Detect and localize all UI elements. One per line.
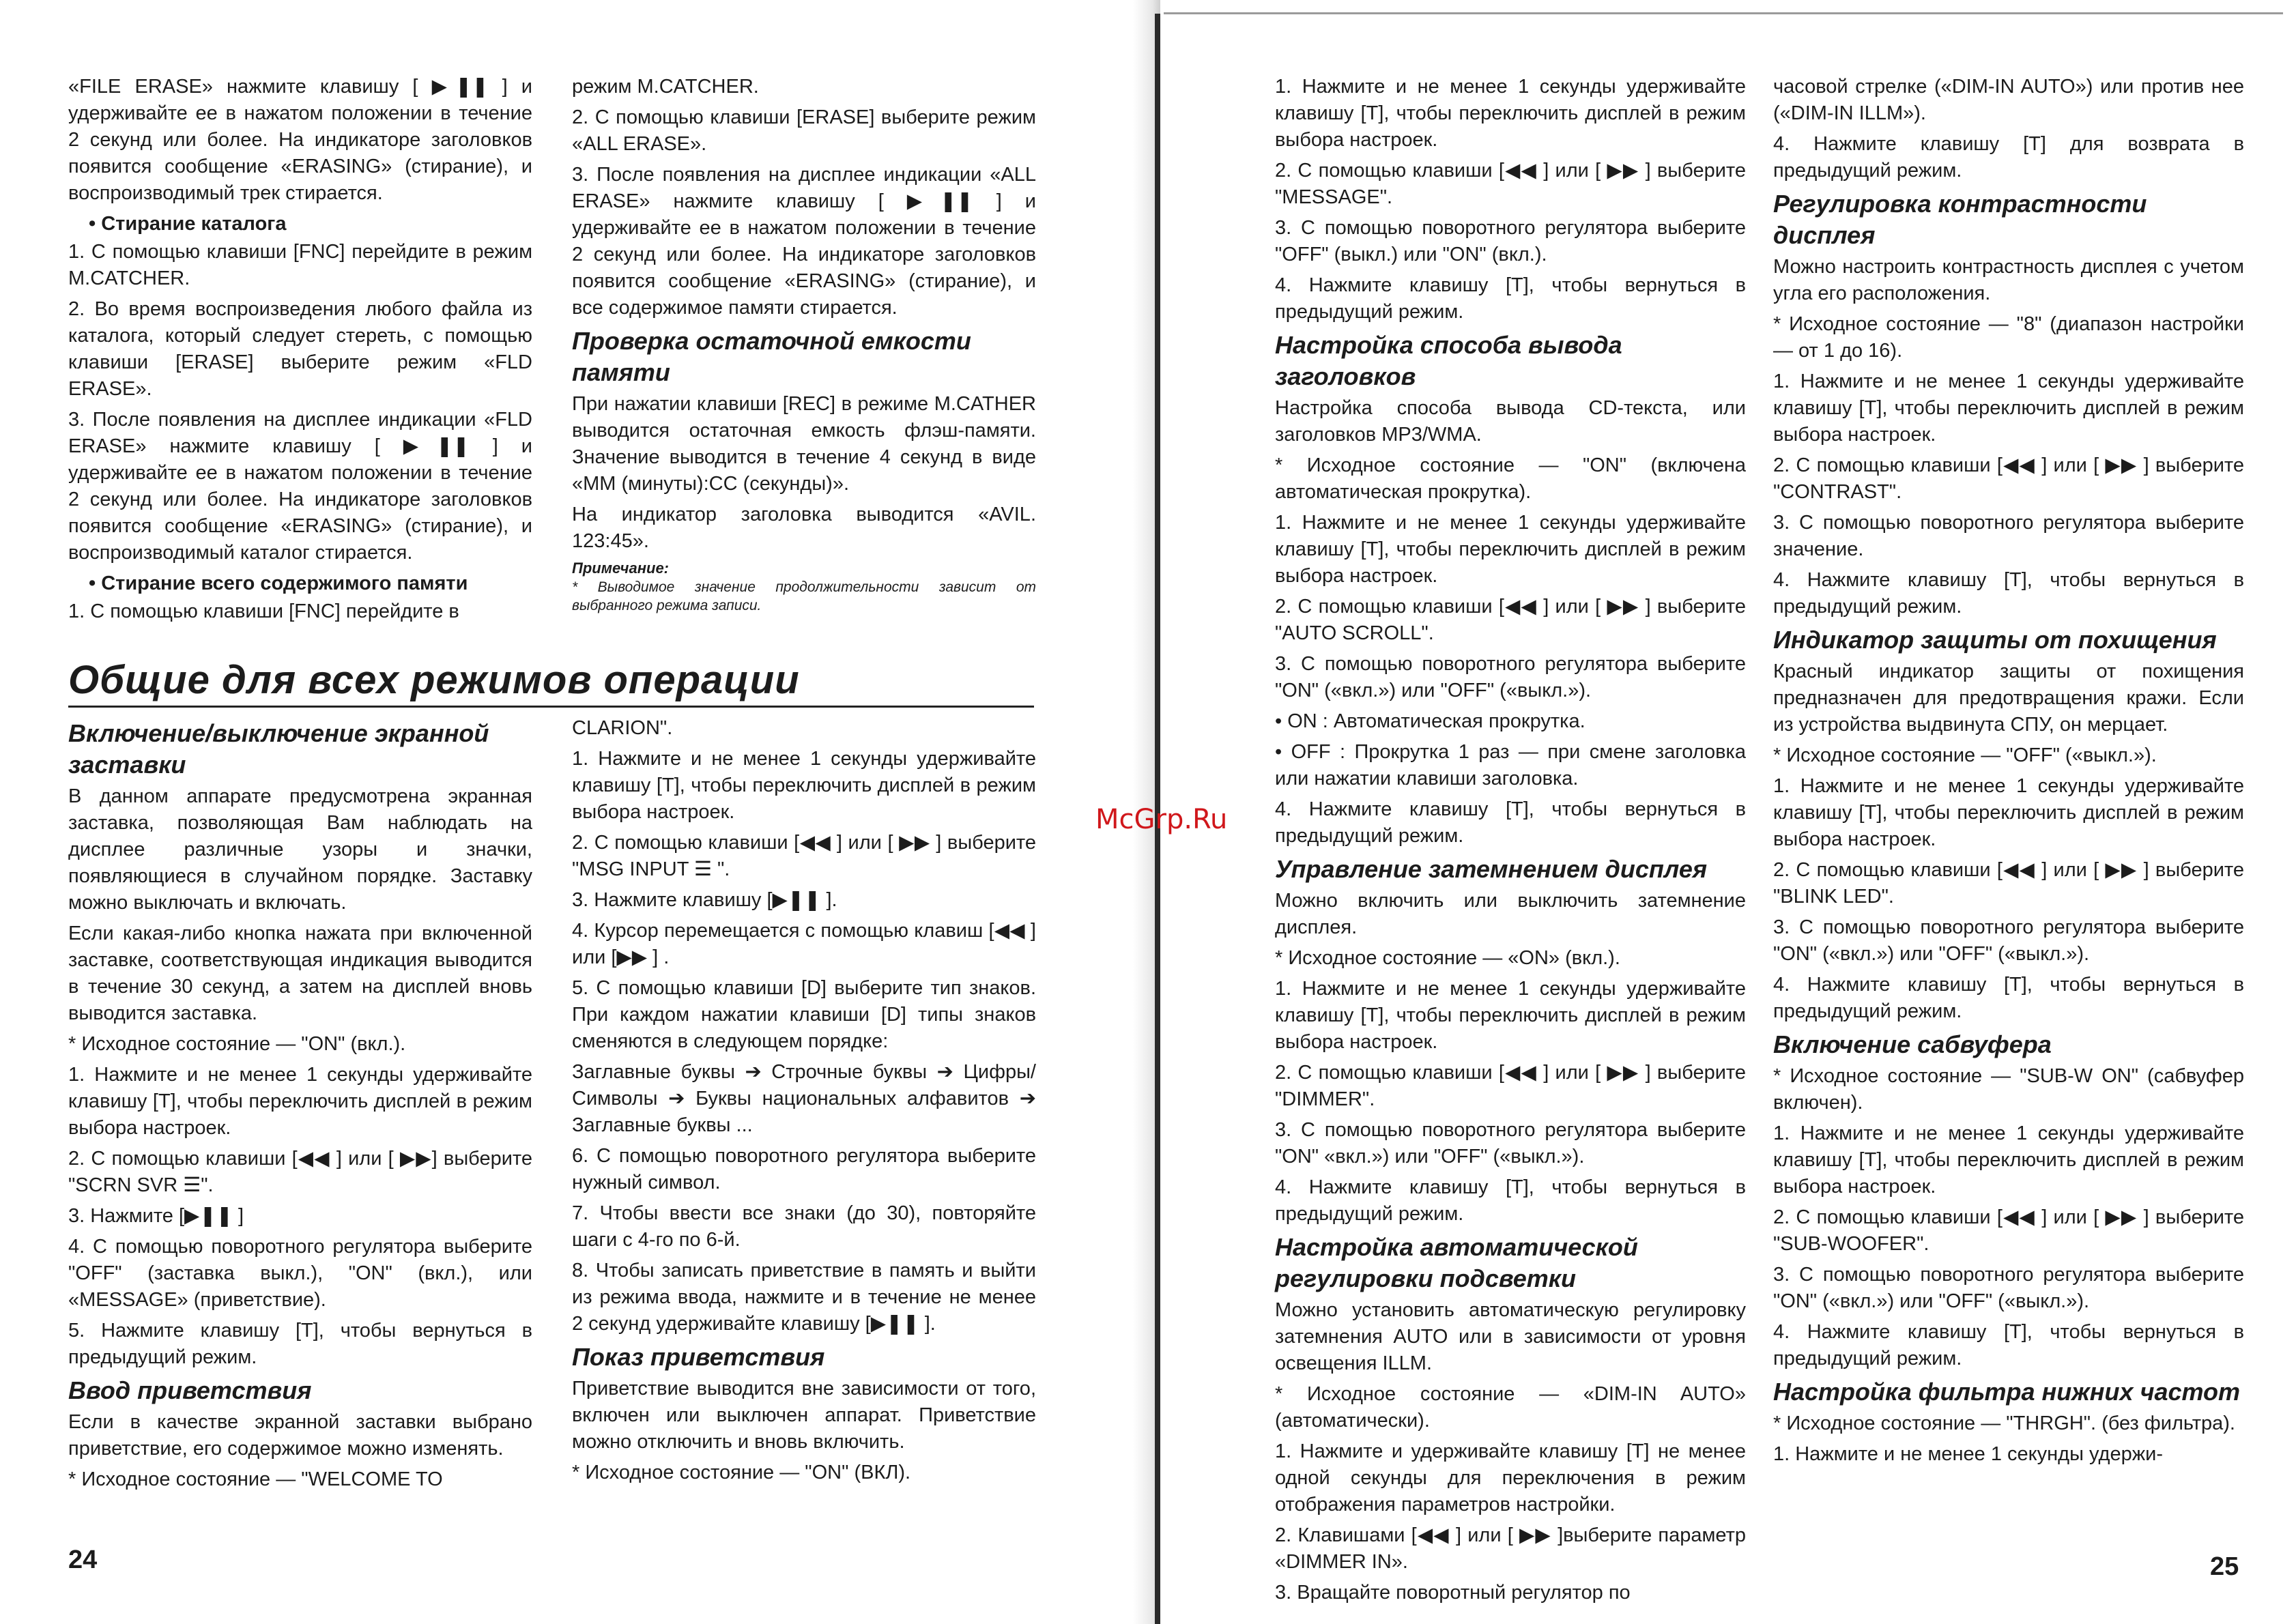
paragraph: * Исходное состояние — "SUB-W ON" (сабвуфер включен). — [1773, 1065, 2244, 1114]
section-heading: Настройка автоматической регулировки подсветки — [1275, 1233, 1638, 1292]
section-heading: Включение/выключение экранной заставки — [68, 719, 489, 779]
section-heading: Настройка способа вывода заголовков — [1275, 331, 1622, 390]
page-left — [0, 0, 1133, 1624]
bullet-heading: • Стирание всего содержимого памяти — [89, 572, 468, 594]
paragraph: 5. С помощью клавиши [D] выберите тип знаков. При каждом нажатии клавиши [D] типы знаков сменяются в следующем порядке: — [572, 977, 1036, 1052]
paragraph: * Исходное состояние — «DIM-IN AUTO» (автоматически). — [1275, 1383, 1746, 1432]
paragraph: 4. Нажмите клавишу [T], чтобы вернуться в предыдущий режим. — [1773, 1321, 2244, 1369]
paragraph: 4. Нажмите клавишу [T], чтобы вернуться в предыдущий режим. — [1275, 1176, 1746, 1225]
paragraph: 3. После появления на дисплее индикации «FLD ERASE» нажмите клавишу [ ▶❚❚ ] и удерживайте ее в нажатом положении в течение 2 секунд или более. На индикаторе заголовков появится сообщение «ERASING» (стирание), и воспроизводимый каталог стирается. — [68, 409, 532, 564]
paragraph: * Исходное состояние — "THRGH". (без фильтра). — [1773, 1412, 2235, 1434]
paragraph: 1. Нажмите и не менее 1 секунды удерживайте клавишу [T], чтобы переключить дисплей в режим выбора настроек. — [1773, 775, 2244, 850]
paragraph: 2. С помощью клавиши [◀◀ ] или [ ▶▶ ] выберите "SUB-WOOFER". — [1773, 1206, 2244, 1255]
paragraph: «FILE ERASE» нажмите клавишу [ ▶❚❚ ] и удерживайте ее в нажатом положении в течение 2 секунд или более. На индикаторе заголовков появится сообщение «ERASING» (стирание), и воспроизводимый трек стирается. — [68, 76, 532, 204]
paragraph: * Исходное состояние — «ON» (вкл.). — [1275, 947, 1620, 969]
page-right — [1160, 0, 2296, 1624]
paragraph: 4. Нажмите клавишу [T], чтобы вернуться в предыдущий режим. — [1275, 274, 1746, 323]
paragraph: 1. Нажмите и не менее 1 секунды удерживайте клавишу [T], чтобы переключить дисплей в режим выбора настроек. — [1275, 76, 1746, 151]
paragraph: 1. С помощью клавиши [FNC] перейдите в режим M.CATCHER. — [68, 241, 532, 289]
paragraph: 3. С помощью поворотного регулятора выберите "ON" («вкл.») или "OFF" («выкл.»). — [1773, 916, 2244, 965]
paragraph: * Исходное состояние — "ON" (включена автоматическая прокрутка). — [1275, 454, 1746, 503]
section-heading: Показ приветствия — [572, 1343, 825, 1371]
left-col1-top — [68, 74, 532, 629]
paragraph: При нажатии клавиши [REC] в режиме M.CATHER выводится остаточная емкость флэш-памяти. Значение выводится в течение 4 секунд в виде «MM (минуты):CC (секунды)». — [572, 393, 1036, 495]
paragraph: 4. Курсор перемещается с помощью клавиш [◀◀ ] или [▶▶ ] . — [572, 920, 1036, 968]
paragraph: * Исходное состояние — "8" (диапазон настройки — от 1 до 16). — [1773, 313, 2244, 362]
paragraph: 3. Нажмите [▶❚❚ ] — [68, 1205, 244, 1227]
paragraph: 2. С помощью клавиши [◀◀ ] или [ ▶▶ ] выберите "MSG INPUT ☰ ". — [572, 832, 1036, 880]
paragraph: 1. Нажмите и не менее 1 секунды удерживайте клавишу [T], чтобы переключить дисплей в режим выбора настроек. — [1275, 512, 1746, 587]
paragraph: 1. С помощью клавиши [FNC] перейдите в — [68, 600, 459, 622]
section-heading: Индикатор защиты от похищения — [1773, 626, 2217, 654]
left-col1-bottom — [68, 715, 532, 1497]
paragraph: На индикатор заголовка выводится «AVIL. 123:45». — [572, 504, 1036, 552]
section-heading: Включение сабвуфера — [1773, 1030, 2052, 1058]
paragraph: CLARION". — [572, 717, 673, 739]
paragraph: режим M.CATCHER. — [572, 76, 759, 98]
paragraph: 4. С помощью поворотного регулятора выберите "OFF" (заставка выкл.), "ON" (вкл.), или «MESSAGE» (приветствие). — [68, 1236, 532, 1311]
paragraph: Если какая-либо кнопка нажата при включенной заставке, соответствующая индикация выводится в течение 30 секунд, а затем на дисплей вновь выводится заставка. — [68, 923, 532, 1024]
paragraph: 1. Нажмите и удерживайте клавишу [T] не менее одной секунды для переключения в режим отображения параметров настройки. — [1275, 1440, 1746, 1516]
paragraph: • ON : Автоматическая прокрутка. — [1275, 710, 1585, 732]
paragraph: 1. Нажмите и не менее 1 секунды удерживайте клавишу [T], чтобы переключить дисплей в режим выбора настроек. — [1773, 371, 2244, 446]
paragraph: 8. Чтобы записать приветствие в память и выйти из режима ввода, нажмите и в течение не менее 2 секунд удерживайте клавишу [▶❚❚ ]. — [572, 1260, 1036, 1335]
paragraph: * Исходное состояние — "WELCOME TO — [68, 1468, 443, 1490]
section-heading: Ввод приветствия — [68, 1376, 312, 1404]
paragraph: * Исходное состояние — "ON" (ВКЛ). — [572, 1462, 911, 1483]
right-col1 — [1275, 74, 1746, 1610]
section-heading: Управление затемнением дисплея — [1275, 855, 1708, 883]
paragraph: 3. Вращайте поворотный регулятор по — [1275, 1582, 1631, 1604]
paragraph: 2. С помощью клавиши [◀◀ ] или [ ▶▶ ] выберите "DIMMER". — [1275, 1062, 1746, 1110]
right-col2 — [1773, 74, 2244, 1472]
note-label: Примечание: — [572, 560, 670, 577]
paragraph: 2. С помощью клавиши [◀◀ ] или [ ▶▶ ] выберите "MESSAGE". — [1275, 160, 1746, 208]
section-heading: Настройка фильтра нижних частот — [1773, 1378, 2241, 1406]
paragraph: 3. С помощью поворотного регулятора выберите значение. — [1773, 512, 2244, 560]
paragraph: 2. С помощью клавиши [◀◀ ] или [ ▶▶ ] выберите "CONTRAST". — [1773, 454, 2244, 503]
left-col2-top — [572, 74, 1036, 615]
paragraph: 2. Клавишами [◀◀ ] или [ ▶▶ ]выберите параметр «DIMMER IN». — [1275, 1524, 1746, 1573]
paragraph: 1. Нажмите и не менее 1 секунды удерживайте клавишу [T], чтобы переключить дисплей в режим выбора настроек. — [1773, 1122, 2244, 1198]
paragraph: • OFF : Прокрутка 1 раз — при смене заголовка или нажатии клавиши заголовка. — [1275, 741, 1746, 789]
paragraph: 1. Нажмите и не менее 1 секунды удерживайте клавишу [T], чтобы переключить дисплей в режим выбора настроек. — [1275, 978, 1746, 1053]
paragraph: часовой стрелке («DIM-IN AUTO») или против нее («DIM-IN ILLM»). — [1773, 76, 2244, 124]
section-heading: Регулировка контрастности дисплея — [1773, 190, 2147, 249]
paragraph: Настройка способа вывода CD-текста, или заголовков MP3/WMA. — [1275, 397, 1746, 446]
paragraph: * Исходное состояние — "OFF" («выкл.»). — [1773, 744, 2157, 766]
paragraph: Можно настроить контрастность дисплея с учетом угла его расположения. — [1773, 256, 2244, 304]
paragraph: 2. С помощью клавиши [ERASE] выберите режим «ALL ERASE». — [572, 106, 1036, 155]
paragraph: * Исходное состояние — "ON" (вкл.). — [68, 1033, 406, 1055]
paragraph: Можно установить автоматическую регулировку затемнения AUTO или в зависимости от уровня освещения ILLM. — [1275, 1299, 1746, 1374]
paragraph: 5. Нажмите клавишу [T], чтобы вернуться в предыдущий режим. — [68, 1320, 532, 1368]
section-heading: Проверка остаточной емкости памяти — [572, 327, 971, 386]
paragraph: 3. С помощью поворотного регулятора выберите "ON" («вкл.») или "OFF" («выкл.»). — [1275, 653, 1746, 701]
page-number-left: 24 — [68, 1546, 98, 1574]
paragraph: 3. После появления на дисплее индикации «ALL ERASE» нажмите клавишу [ ▶❚❚ ] и удерживайте ее в нажатом положении в течение 2 секунд или более. На индикаторе заголовков появится сообщение «ERASING» (стирание), и все содержимое памяти стирается. — [572, 164, 1036, 319]
paragraph: 7. Чтобы ввести все знаки (до 30), повторяйте шаги с 4-го по 6-й. — [572, 1202, 1036, 1251]
paragraph: 6. С помощью поворотного регулятора выберите нужный символ. — [572, 1145, 1036, 1193]
paragraph: 3. С помощью поворотного регулятора выберите "OFF" (выкл.) или "ON" (вкл.). — [1275, 217, 1746, 265]
paragraph: Красный индикатор защиты от похищения предназначен для предотвращения кражи. Если из устройства выдвинута СПУ, он мерцает. — [1773, 661, 2244, 736]
watermark-text: McGrp.Ru — [1095, 804, 1228, 835]
paragraph: В данном аппарате предусмотрена экранная заставка, позволяющая Вам наблюдать на дисплее различные узоры и значки, появляющиеся в случайном порядке. Заставку можно выключать и включать. — [68, 785, 532, 914]
paragraph: 3. Нажмите клавишу [▶❚❚ ]. — [572, 889, 837, 911]
paragraph: 1. Нажмите и не менее 1 секунды удержи- — [1773, 1443, 2163, 1465]
paragraph: 4. Нажмите клавишу [T] для возврата в предыдущий режим. — [1773, 133, 2244, 182]
section-title: Общие для всех режимов операции — [68, 655, 1034, 708]
paragraph: 2. Во время воспроизведения любого файла из каталога, который следует стереть, с помощью клавиши [ERASE] выберите режим «FLD ERASE». — [68, 298, 532, 400]
paragraph: 3. С помощью поворотного регулятора выберите "ON" («вкл.») или "OFF" («выкл.»). — [1773, 1264, 2244, 1312]
bullet-heading: • Стирание каталога — [89, 213, 287, 235]
paragraph: 4. Нажмите клавишу [T], чтобы вернуться в предыдущий режим. — [1773, 569, 2244, 618]
paragraph: 4. Нажмите клавишу [T], чтобы вернуться в предыдущий режим. — [1773, 974, 2244, 1022]
paragraph: 4. Нажмите клавишу [T], чтобы вернуться в предыдущий режим. — [1275, 798, 1746, 847]
paragraph: 2. С помощью клавиши [◀◀ ] или [ ▶▶] выберите "SCRN SVR ☰". — [68, 1148, 532, 1196]
paragraph: 3. С помощью поворотного регулятора выберите "ON" «вкл.») или "OFF" («выкл.»). — [1275, 1119, 1746, 1168]
page-number-right: 25 — [2210, 1552, 2239, 1581]
paragraph: Заглавные буквы ➔ Строчные буквы ➔ Цифры/Символы ➔ Буквы национальных алфавитов ➔ Заглавные буквы ... — [572, 1061, 1036, 1136]
left-col2-bottom — [572, 715, 1036, 1490]
paragraph: 2. С помощью клавиши [◀◀ ] или [ ▶▶ ] выберите "AUTO SCROLL". — [1275, 596, 1746, 644]
paragraph: 1. Нажмите и не менее 1 секунды удерживайте клавишу [T], чтобы переключить дисплей в режим выбора настроек. — [572, 748, 1036, 823]
paragraph: Можно включить или выключить затемнение дисплея. — [1275, 890, 1746, 938]
paragraph: Если в качестве экранной заставки выбрано приветствие, его содержимое можно изменять. — [68, 1411, 532, 1460]
paragraph: Приветствие выводится вне зависимости от того, включен или выключен аппарат. Приветствие можно отключить и вновь включить. — [572, 1378, 1036, 1453]
paragraph: 1. Нажмите и не менее 1 секунды удерживайте клавишу [T], чтобы переключить дисплей в режим выбора настроек. — [68, 1064, 532, 1139]
note-text: * Выводимое значение продолжительности зависит от выбранного режима записи. — [572, 579, 1036, 613]
paragraph: 2. С помощью клавиши [◀◀ ] или [ ▶▶ ] выберите "BLINK LED". — [1773, 859, 2244, 908]
